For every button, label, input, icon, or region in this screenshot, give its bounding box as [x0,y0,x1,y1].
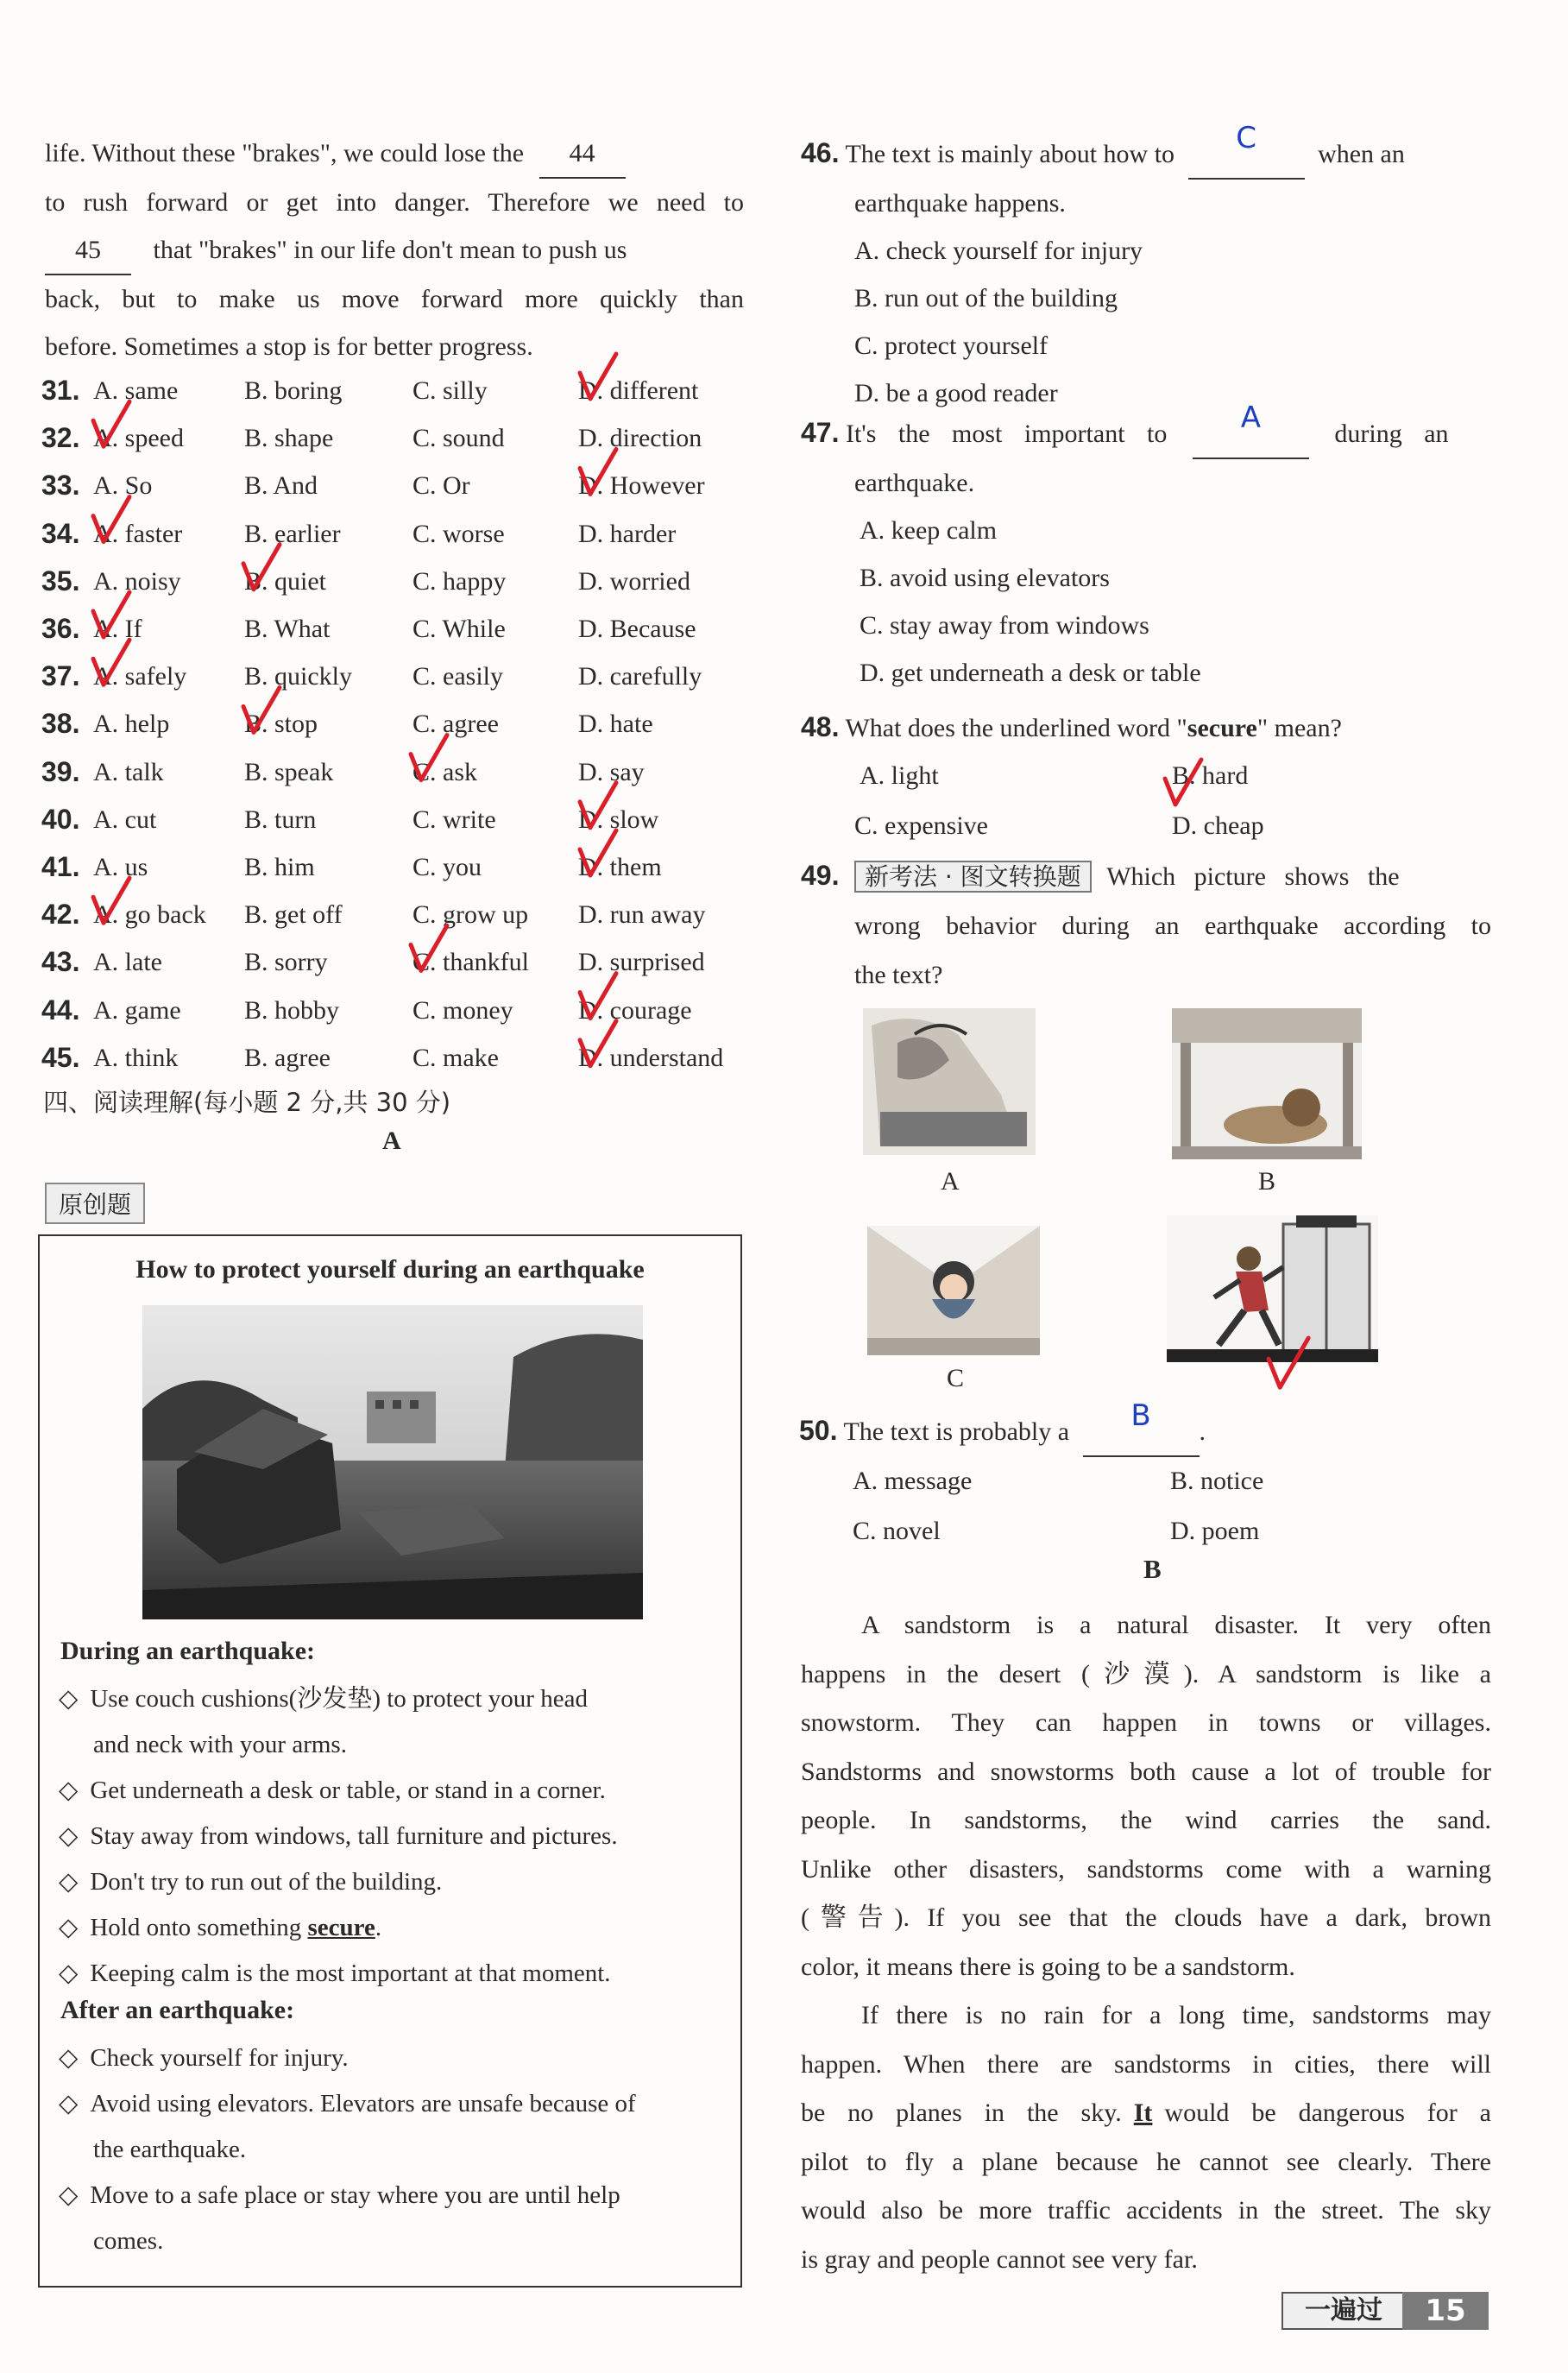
question-number: 42. [41,899,80,931]
option-b: B. earlier [244,519,341,548]
bullet-item: ◇ Get underneath a desk or table, or stand in a corner. [59,1777,606,1804]
diamond-bullet-icon: ◇ [59,2181,79,2209]
red-checkmark-icon [580,354,616,399]
question-number: 38. [41,708,80,740]
red-checkmark-icon [580,830,616,875]
option-a: A. go back [93,900,206,930]
brand-label: 一遍过 [1281,2292,1406,2330]
blank-44: 44 [539,129,626,179]
question-49: 49. 新考法 · 图文转换题 Which picture shows the wrong behavior during an earthquake according to the text? [801,860,1491,989]
answer-blank-47: A [1193,410,1309,459]
red-checkmark-icon [243,687,280,732]
option-d: D. say [578,757,645,786]
bullet-item: ◇ Use couch cushions(沙发垫) to protect your head [59,1685,588,1713]
question-number: 34. [41,517,80,549]
option-d: D. hate [578,710,653,739]
option-b: B. agree [244,1043,331,1072]
option-c: C. thankful [412,948,529,977]
passage-line: would also be more traffic accidents in the street. The sky [801,2196,1491,2225]
diamond-bullet-icon: ◇ [59,1868,79,1896]
red-checkmark-icon [580,1021,616,1066]
answer-blank-50: B [1083,1408,1200,1457]
passage-line: is gray and people cannot see very far. [801,2244,1198,2274]
after-heading: After an earthquake: [60,1996,295,2024]
option-d: D. harder [578,519,677,548]
passage-line: (警告). If you see that the clouds have a dark, brown [801,1903,1491,1932]
passage-line: snowstorm. They can happen in towns or villages. [801,1708,1491,1737]
option-c: C. agree [412,710,499,739]
bullet-item: ◇ Move to a safe place or stay where you are until help [59,2181,620,2209]
passage-a-letter: A [382,1127,401,1155]
red-checkmark-icon [580,449,616,494]
new-method-tag: 新考法 · 图文转换题 [854,861,1092,893]
red-checkmark-icon [1269,1338,1308,1387]
answer-marks-left [0,0,777,1122]
passage-line: be no planes in the sky. It would be dangerous for a [801,2098,1491,2127]
passage-line: pilot to fly a plane because he cannot see clearly. There [801,2147,1491,2176]
question-48: 48. What does the underlined word "secure" mean? A. light B. hard C. expensive D. cheap [801,711,1342,840]
passage-line: happen. When there are sandstorms in cities, there will [801,2049,1491,2079]
bullet-item: ◇ Stay away from windows, tall furniture and pictures. [59,1822,618,1850]
article-box [38,1234,742,2288]
question-number: 40. [41,803,80,835]
question-number: 39. [41,755,80,787]
passage-line: Sandstorms and snowstorms both cause a lot of trouble for [801,1757,1491,1786]
option-d: D. direction [578,424,702,453]
option-a: A. faster [93,519,183,548]
diamond-bullet-icon: ◇ [59,1777,79,1804]
page-number: 15 [1402,2292,1489,2330]
bullet-item: ◇ Hold onto something secure. [59,1914,382,1941]
red-checkmark-icon [93,497,129,542]
option-d: D. run away [578,900,706,930]
option-a: A. help [93,710,170,739]
option-b: B. turn [244,805,317,834]
option-b: B. sorry [244,948,328,977]
option-a: A. cut [93,805,157,834]
option-d: D. carefully [578,662,702,691]
red-checkmark-icon [580,783,616,828]
picture-label-c: C [947,1364,965,1392]
question-number: 43. [41,946,80,978]
option-d: D. understand [578,1043,724,1072]
question-number: 41. [41,851,80,882]
option-b: B. quiet [244,566,326,596]
passage-line: If there is no rain for a long time, sandstorms may [861,2001,1491,2029]
question-50: 50. The text is probably a B . A. message B. notice C. novel D. poem [799,1398,1264,1545]
diamond-bullet-icon: ◇ [59,1914,79,1941]
question-number: 31. [41,375,80,406]
red-checkmark-icon [93,592,129,637]
question-number: 36. [41,613,80,644]
option-a: A. talk [93,757,164,786]
passage-line: happens in the desert (沙漠). A sandstorm is like a [801,1659,1491,1688]
question-47: 47. It's the most important to A during an earthquake. A. keep calm B. avoid using elevators C. stay away from windows D. get underneath a desk or table [801,401,1449,687]
passage-b-letter: B [1143,1554,1162,1584]
option-a: A. same [93,376,179,405]
during-list [59,1676,715,1997]
option-b: B. quickly [244,662,352,691]
diamond-bullet-icon: ◇ [59,1960,79,1987]
underlined-word-secure: secure [307,1914,375,1941]
question-number: 45. [41,1041,80,1073]
question-number: 37. [41,660,80,692]
option-b: B. him [244,853,315,881]
bullet-item: ◇ Keeping calm is the most important at that moment. [59,1960,611,1987]
passage-line: Unlike other disasters, sandstorms come with a warning [801,1854,1491,1884]
option-a: A. If [93,615,142,643]
red-checkmark-icon [243,545,280,590]
option-c: C. happy [412,566,507,596]
option-c: C. grow up [412,900,529,930]
red-checkmark-icon [580,974,616,1019]
question-number: 44. [41,994,80,1026]
option-c: C. ask [412,757,477,786]
option-a: A. game [93,995,181,1025]
bullet-item-cont: the earthquake. [93,2136,247,2163]
bullet-item-cont: comes. [93,2227,164,2255]
option-b: B. boring [244,376,343,405]
option-a: A. us [93,853,148,881]
option-a: A. late [93,948,162,977]
option-c: C. While [412,615,506,643]
option-c: C. Or [412,471,470,501]
option-c: C. you [412,853,482,881]
picture-label-b: B [1258,1167,1276,1196]
option-b: B. hobby [244,995,340,1025]
option-d: D. different [578,376,699,405]
red-checkmark-icon [93,640,129,685]
earthquake-photo [142,1305,643,1619]
diamond-bullet-icon: ◇ [59,2090,79,2117]
option-c: C. make [412,1043,499,1072]
option-d: D. surprised [578,948,705,977]
original-question-tag: 原创题 [45,1183,145,1224]
option-d: D. worried [578,566,690,596]
option-d: D. Because [578,615,696,643]
passage-line: A sandstorm is a natural disaster. It very often [861,1611,1491,1639]
picture-a [863,1008,1036,1155]
option-b: B. speak [244,757,334,786]
passage-line: color, it means there is going to be a sandstorm. [801,1952,1295,1981]
red-checkmark-icon [93,401,129,446]
option-b: B. stop [244,710,318,739]
page-footer [1281,2292,1497,2330]
option-a: A. speed [93,424,184,453]
option-a: A. safely [93,662,187,691]
red-checkmark-icon [1165,760,1201,805]
option-c: C. worse [412,519,505,548]
article-title: How to protect yourself during an earthquake [135,1255,645,1284]
question-number: 35. [41,565,80,596]
diamond-bullet-icon: ◇ [59,1685,79,1713]
option-c: C. sound [412,424,505,453]
option-d: D. courage [578,995,692,1025]
section-4-title: 四、阅读理解(每小题 2 分,共 30 分) [43,1088,451,1117]
option-c: C. silly [412,376,488,405]
red-checkmark-icon [93,878,129,923]
option-c: C. write [412,805,496,834]
passage-line: people. In sandstorms, the wind carries the sand. [801,1806,1491,1834]
option-a: A. So [93,471,153,501]
option-d: D. However [578,471,705,501]
bullet-item-cont: and neck with your arms. [93,1731,347,1758]
bullet-item: ◇ Check yourself for injury. [59,2044,349,2072]
passage-tail: life. Without these "brakes", we could lose the 44 to rush forward or get into danger. Therefore we need to 45 that "brakes" in our life don't mean to push us back, but to make us move forward more quickly than before. Sometimes a stop is for better progress. [45,129,744,370]
diamond-bullet-icon: ◇ [59,2044,79,2072]
answer-marks-right [1122,742,1338,1433]
option-c: C. easily [412,662,503,691]
question-number: 32. [41,422,80,454]
bullet-item: ◇ Avoid using elevators. Elevators are unsafe because of [59,2090,636,2117]
after-list [59,2035,715,2264]
blank-45: 45 [45,226,131,275]
option-d: D. slow [578,805,659,834]
option-b: B. shape [244,424,334,453]
option-d: D. them [578,853,662,881]
option-b: B. What [244,615,331,643]
red-checkmark-icon [411,735,447,780]
question-number: 33. [41,470,80,502]
picture-c [867,1226,1040,1355]
bullet-item: ◇ Don't try to run out of the building. [59,1868,443,1896]
option-c: C. money [412,995,513,1025]
underlined-word-it: It [1133,2098,1153,2127]
passage-b [801,1601,1491,2284]
question-46: 46. The text is mainly about how to C when an earthquake happens. A. check yourself for injury B. run out of the building C. protect yourself D. be a good reader [801,121,1405,407]
diamond-bullet-icon: ◇ [59,1822,79,1850]
option-b: B. get off [244,900,343,930]
option-a: A. noisy [93,566,181,596]
during-heading: During an earthquake: [60,1637,316,1665]
option-a: A. think [93,1043,179,1072]
picture-label-a: A [941,1167,960,1196]
answer-blank-46: C [1188,130,1305,180]
red-checkmark-icon [411,925,447,970]
option-b: B. And [244,471,318,501]
